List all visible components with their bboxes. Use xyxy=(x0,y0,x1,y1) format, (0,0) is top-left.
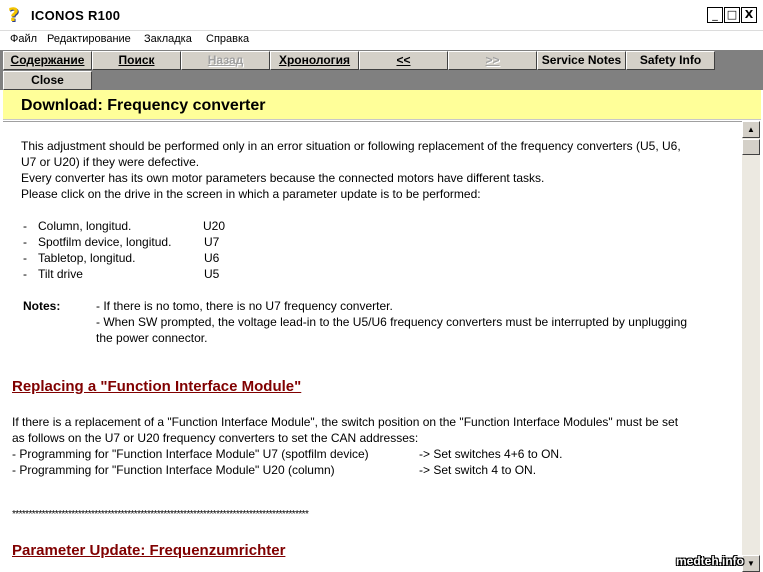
programming-row-left: - Programming for "Function Interface Module" U7 (spotfilm device) xyxy=(12,447,369,461)
maximize-button[interactable]: □ xyxy=(724,7,740,23)
menu-bar xyxy=(0,31,763,50)
menu-help[interactable]: Справка xyxy=(206,33,250,45)
menu-edit[interactable]: Редактирование xyxy=(47,33,131,45)
section-line: as follows on the U7 or U20 frequency converters to set the CAN addresses: xyxy=(12,431,419,445)
search-button[interactable]: Поиск xyxy=(92,51,181,70)
drive-bullet: - xyxy=(23,267,27,281)
drive-bullet: - xyxy=(23,235,27,249)
section-title-parameter-update: Parameter Update: Frequenzumrichter xyxy=(12,542,286,559)
section-title-fim: Replacing a "Function Interface Module" xyxy=(12,378,302,395)
safety-info-button[interactable]: Safety Info xyxy=(626,51,715,70)
scroll-thumb[interactable] xyxy=(742,139,760,155)
drive-link-spotfilm[interactable]: Spotfilm device, longitud. xyxy=(38,235,172,249)
drive-unit: U6 xyxy=(204,251,220,265)
close-window-button[interactable]: X xyxy=(741,7,757,23)
content-area xyxy=(3,121,742,572)
menu-file[interactable]: Файл xyxy=(10,33,38,45)
separator: ****************************************************************************************** xyxy=(12,509,309,520)
drive-bullet: - xyxy=(23,219,27,233)
section-line: If there is a replacement of a "Function Interface Module", the switch position on the "Function Interface Modules" must be set xyxy=(12,415,679,429)
notes-label: Notes: xyxy=(23,299,61,313)
intro-line: Please click on the drive in the screen in which a parameter update is to be performed: xyxy=(21,187,481,201)
drive-bullet: - xyxy=(23,251,27,265)
note-line: - If there is no tomo, there is no U7 frequency converter. xyxy=(96,299,393,313)
previous-button[interactable]: << xyxy=(359,51,448,70)
drive-unit: U5 xyxy=(204,267,220,281)
next-button[interactable]: >> xyxy=(448,51,537,70)
programming-row-left: - Programming for "Function Interface Module" U20 (column) xyxy=(12,463,335,477)
drive-link-tabletop[interactable]: Tabletop, longitud. xyxy=(38,251,136,265)
intro-line: Every converter has its own motor parameters because the connected motors have different tasks. xyxy=(21,171,545,185)
vertical-scrollbar[interactable] xyxy=(742,121,760,572)
drive-link-column[interactable]: Column, longitud. xyxy=(38,219,132,233)
watermark: medteh.info xyxy=(676,554,744,568)
back-button[interactable]: Назад xyxy=(181,51,270,70)
app-help-icon: ? xyxy=(8,4,20,26)
toolbar xyxy=(0,50,763,90)
window-title: ICONOS R100 xyxy=(31,8,121,23)
programming-row-right: -> Set switch 4 to ON. xyxy=(419,463,537,477)
title-bar xyxy=(0,0,763,31)
page-title: Download: Frequency converter xyxy=(21,97,266,114)
contents-button[interactable]: Содержание xyxy=(3,51,92,70)
intro-line: U7 or U20) if they were defective. xyxy=(21,155,200,169)
scroll-up-icon[interactable]: ▲ xyxy=(742,121,760,138)
programming-row-right: -> Set switches 4+6 to ON. xyxy=(419,447,563,461)
note-line: - When SW prompted, the voltage lead-in to the U5/U6 frequency converters must be interrupted by unplugging xyxy=(96,315,687,329)
menu-bookmark[interactable]: Закладка xyxy=(144,33,192,45)
intro-line: This adjustment should be performed only in an error situation or following replacement of the frequency converters (U5, U6, xyxy=(21,139,681,153)
page-header xyxy=(3,90,761,120)
drive-unit: U7 xyxy=(204,235,220,249)
note-line: the power connector. xyxy=(96,331,208,345)
service-notes-button[interactable]: Service Notes xyxy=(537,51,626,70)
close-button[interactable]: Close xyxy=(3,71,92,90)
scroll-down-icon[interactable]: ▼ xyxy=(742,555,760,572)
history-button[interactable]: Хронология xyxy=(270,51,359,70)
drive-unit: U20 xyxy=(203,219,226,233)
minimize-button[interactable]: _ xyxy=(707,7,723,23)
drive-link-tilt[interactable]: Tilt drive xyxy=(38,267,83,281)
